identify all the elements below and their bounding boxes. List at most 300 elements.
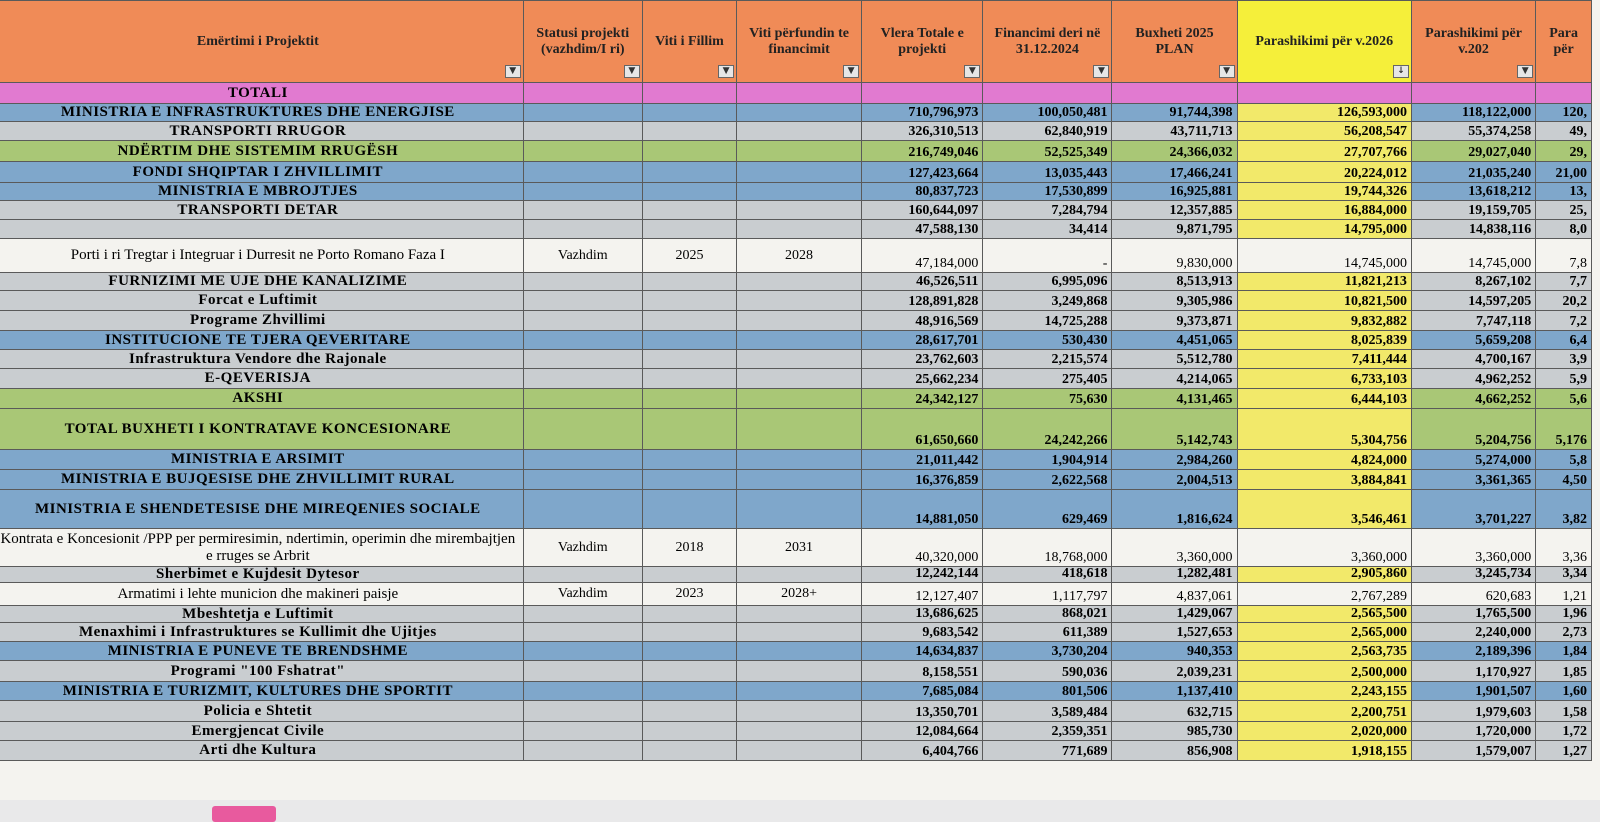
- cell-end[interactable]: [737, 141, 862, 162]
- cell-end[interactable]: [737, 661, 862, 682]
- cell-start[interactable]: [642, 83, 736, 104]
- cell-p27[interactable]: 1,720,000: [1411, 722, 1535, 741]
- cell-end[interactable]: [737, 409, 862, 450]
- cell-total[interactable]: 12,242,144: [862, 567, 983, 583]
- cell-end[interactable]: [737, 470, 862, 490]
- cell-end[interactable]: [737, 273, 862, 291]
- cell-p28[interactable]: 1,85: [1536, 661, 1592, 682]
- cell-name[interactable]: Kontrata e Koncesionit /PPP per permiresimin, ndertimin, operimin dhe mirembajtjen e rruges se Arbrit: [0, 529, 523, 567]
- cell-b25[interactable]: 2,039,231: [1112, 661, 1237, 682]
- cell-status[interactable]: [523, 141, 642, 162]
- cell-name[interactable]: MINISTRIA E BUJQESISE DHE ZHVILLIMIT RURAL: [0, 470, 523, 490]
- cell-p27[interactable]: 14,745,000: [1411, 239, 1535, 273]
- cell-b25[interactable]: 9,830,000: [1112, 239, 1237, 273]
- cell-total[interactable]: 128,891,828: [862, 291, 983, 311]
- cell-start[interactable]: [642, 661, 736, 682]
- cell-total[interactable]: 7,685,084: [862, 682, 983, 701]
- filter-dropdown-icon[interactable]: ▼: [1517, 65, 1533, 78]
- cell-status[interactable]: [523, 104, 642, 122]
- cell-fin[interactable]: 7,284,794: [983, 201, 1112, 220]
- cell-b25[interactable]: 24,366,032: [1112, 141, 1237, 162]
- cell-b25[interactable]: 17,466,241: [1112, 162, 1237, 183]
- cell-p27[interactable]: 4,962,252: [1411, 369, 1535, 389]
- cell-status[interactable]: [523, 273, 642, 291]
- cell-p27[interactable]: 2,240,000: [1411, 623, 1535, 642]
- cell-end[interactable]: [737, 741, 862, 761]
- cell-name[interactable]: FONDI SHQIPTAR I ZHVILLIMIT: [0, 162, 523, 183]
- cell-fin[interactable]: 18,768,000: [983, 529, 1112, 567]
- cell-start[interactable]: [642, 623, 736, 642]
- cell-status[interactable]: Vazhdim: [523, 583, 642, 606]
- cell-p28[interactable]: 7,7: [1536, 273, 1592, 291]
- cell-name[interactable]: Policia e Shtetit: [0, 701, 523, 722]
- cell-end[interactable]: [737, 104, 862, 122]
- cell-b25[interactable]: 9,871,795: [1112, 220, 1237, 239]
- cell-p26[interactable]: 11,821,213: [1237, 273, 1411, 291]
- cell-start[interactable]: [642, 162, 736, 183]
- cell-status[interactable]: [523, 220, 642, 239]
- cell-name[interactable]: Emergjencat Civile: [0, 722, 523, 741]
- filter-dropdown-icon[interactable]: ▼: [843, 65, 859, 78]
- cell-p28[interactable]: 5,9: [1536, 369, 1592, 389]
- cell-start[interactable]: [642, 409, 736, 450]
- filter-dropdown-icon[interactable]: ▼: [964, 65, 980, 78]
- cell-p27[interactable]: 5,659,208: [1411, 331, 1535, 350]
- cell-p28[interactable]: 25,: [1536, 201, 1592, 220]
- cell-p26[interactable]: 2,563,735: [1237, 642, 1411, 661]
- cell-total[interactable]: 127,423,664: [862, 162, 983, 183]
- cell-p26[interactable]: 2,020,000: [1237, 722, 1411, 741]
- cell-start[interactable]: [642, 141, 736, 162]
- cell-start[interactable]: 2023: [642, 583, 736, 606]
- cell-total[interactable]: 6,404,766: [862, 741, 983, 761]
- cell-name[interactable]: Programe Zhvillimi: [0, 311, 523, 331]
- cell-status[interactable]: [523, 490, 642, 529]
- cell-p26[interactable]: 14,745,000: [1237, 239, 1411, 273]
- cell-start[interactable]: [642, 183, 736, 201]
- cell-start[interactable]: [642, 273, 736, 291]
- cell-p27[interactable]: 19,159,705: [1411, 201, 1535, 220]
- cell-fin[interactable]: 771,689: [983, 741, 1112, 761]
- cell-total[interactable]: 25,662,234: [862, 369, 983, 389]
- cell-name[interactable]: Programi "100 Fshatrat": [0, 661, 523, 682]
- cell-b25[interactable]: 9,373,871: [1112, 311, 1237, 331]
- cell-p26[interactable]: 2,905,860: [1237, 567, 1411, 583]
- cell-p27[interactable]: 13,618,212: [1411, 183, 1535, 201]
- cell-p28[interactable]: 13,: [1536, 183, 1592, 201]
- cell-status[interactable]: [523, 83, 642, 104]
- cell-p28[interactable]: 5,8: [1536, 450, 1592, 470]
- cell-name[interactable]: MINISTRIA E PUNEVE TE BRENDSHME: [0, 642, 523, 661]
- cell-p28[interactable]: 29,: [1536, 141, 1592, 162]
- cell-p27[interactable]: 1,579,007: [1411, 741, 1535, 761]
- cell-fin[interactable]: 2,622,568: [983, 470, 1112, 490]
- cell-b25[interactable]: 856,908: [1112, 741, 1237, 761]
- cell-end[interactable]: [737, 490, 862, 529]
- cell-end[interactable]: [737, 311, 862, 331]
- cell-p28[interactable]: 49,: [1536, 122, 1592, 141]
- cell-p26[interactable]: 126,593,000: [1237, 104, 1411, 122]
- cell-p27[interactable]: 1,170,927: [1411, 661, 1535, 682]
- cell-start[interactable]: 2018: [642, 529, 736, 567]
- cell-fin[interactable]: 62,840,919: [983, 122, 1112, 141]
- cell-name[interactable]: MINISTRIA E TURIZMIT, KULTURES DHE SPORTIT: [0, 682, 523, 701]
- cell-end[interactable]: [737, 183, 862, 201]
- cell-name[interactable]: MINISTRIA E SHENDETESISE DHE MIREQENIES SOCIALE: [0, 490, 523, 529]
- cell-fin[interactable]: 3,730,204: [983, 642, 1112, 661]
- cell-status[interactable]: [523, 311, 642, 331]
- cell-fin[interactable]: 530,430: [983, 331, 1112, 350]
- cell-b25[interactable]: 12,357,885: [1112, 201, 1237, 220]
- cell-p28[interactable]: 2,73: [1536, 623, 1592, 642]
- cell-p28[interactable]: 3,34: [1536, 567, 1592, 583]
- cell-status[interactable]: [523, 682, 642, 701]
- cell-end[interactable]: [737, 606, 862, 623]
- cell-p28[interactable]: 1,72: [1536, 722, 1592, 741]
- cell-end[interactable]: [737, 162, 862, 183]
- cell-total[interactable]: 47,588,130: [862, 220, 983, 239]
- cell-fin[interactable]: 275,405: [983, 369, 1112, 389]
- cell-p26[interactable]: 6,733,103: [1237, 369, 1411, 389]
- cell-p26[interactable]: 2,200,751: [1237, 701, 1411, 722]
- cell-p26[interactable]: 14,795,000: [1237, 220, 1411, 239]
- cell-start[interactable]: [642, 201, 736, 220]
- cell-p27[interactable]: 4,662,252: [1411, 389, 1535, 409]
- cell-p26[interactable]: 10,821,500: [1237, 291, 1411, 311]
- cell-fin[interactable]: 801,506: [983, 682, 1112, 701]
- cell-p27[interactable]: 3,361,365: [1411, 470, 1535, 490]
- cell-total[interactable]: 21,011,442: [862, 450, 983, 470]
- cell-b25[interactable]: 940,353: [1112, 642, 1237, 661]
- cell-p27[interactable]: 5,204,756: [1411, 409, 1535, 450]
- cell-total[interactable]: 40,320,000: [862, 529, 983, 567]
- cell-total[interactable]: [862, 83, 983, 104]
- cell-p28[interactable]: 1,58: [1536, 701, 1592, 722]
- cell-total[interactable]: 47,184,000: [862, 239, 983, 273]
- cell-name[interactable]: Infrastruktura Vendore dhe Rajonale: [0, 350, 523, 369]
- cell-name[interactable]: E-QEVERISJA: [0, 369, 523, 389]
- cell-name[interactable]: Porti i ri Tregtar i Integruar i Durresit ne Porto Romano Faza I: [0, 239, 523, 273]
- cell-b25[interactable]: [1112, 83, 1237, 104]
- cell-p26[interactable]: 27,707,766: [1237, 141, 1411, 162]
- cell-end[interactable]: [737, 122, 862, 141]
- cell-p26[interactable]: 1,918,155: [1237, 741, 1411, 761]
- cell-fin[interactable]: 75,630: [983, 389, 1112, 409]
- cell-p28[interactable]: 1,96: [1536, 606, 1592, 623]
- cell-fin[interactable]: 6,995,096: [983, 273, 1112, 291]
- cell-name[interactable]: FURNIZIMI ME UJE DHE KANALIZIME: [0, 273, 523, 291]
- cell-p27[interactable]: 1,765,500: [1411, 606, 1535, 623]
- cell-b25[interactable]: 4,837,061: [1112, 583, 1237, 606]
- cell-b25[interactable]: 2,984,260: [1112, 450, 1237, 470]
- cell-total[interactable]: 710,796,973: [862, 104, 983, 122]
- cell-p26[interactable]: 7,411,444: [1237, 350, 1411, 369]
- cell-p28[interactable]: 5,6: [1536, 389, 1592, 409]
- cell-end[interactable]: [737, 623, 862, 642]
- cell-b25[interactable]: 91,744,398: [1112, 104, 1237, 122]
- cell-b25[interactable]: 985,730: [1112, 722, 1237, 741]
- cell-end[interactable]: [737, 682, 862, 701]
- cell-start[interactable]: [642, 682, 736, 701]
- cell-name[interactable]: TRANSPORTI DETAR: [0, 201, 523, 220]
- cell-name[interactable]: Armatimi i lehte municion dhe makineri paisje: [0, 583, 523, 606]
- cell-p27[interactable]: 118,122,000: [1411, 104, 1535, 122]
- cell-p28[interactable]: 3,82: [1536, 490, 1592, 529]
- cell-status[interactable]: [523, 722, 642, 741]
- cell-name[interactable]: Forcat e Luftimit: [0, 291, 523, 311]
- cell-p26[interactable]: 20,224,012: [1237, 162, 1411, 183]
- cell-name[interactable]: NDËRTIM DHE SISTEMIM RRUGËSH: [0, 141, 523, 162]
- cell-status[interactable]: [523, 567, 642, 583]
- cell-p28[interactable]: 1,27: [1536, 741, 1592, 761]
- cell-name[interactable]: TOTAL BUXHETI I KONTRATAVE KONCESIONARE: [0, 409, 523, 450]
- cell-fin[interactable]: 1,117,797: [983, 583, 1112, 606]
- cell-fin[interactable]: 13,035,443: [983, 162, 1112, 183]
- cell-start[interactable]: [642, 291, 736, 311]
- cell-p27[interactable]: 1,901,507: [1411, 682, 1535, 701]
- cell-total[interactable]: 46,526,511: [862, 273, 983, 291]
- cell-p28[interactable]: 1,84: [1536, 642, 1592, 661]
- cell-status[interactable]: [523, 350, 642, 369]
- cell-total[interactable]: 326,310,513: [862, 122, 983, 141]
- cell-status[interactable]: [523, 623, 642, 642]
- cell-p27[interactable]: 4,700,167: [1411, 350, 1535, 369]
- cell-p28[interactable]: 120,: [1536, 104, 1592, 122]
- cell-name[interactable]: TOTALI: [0, 83, 523, 104]
- cell-fin[interactable]: 3,249,868: [983, 291, 1112, 311]
- cell-b25[interactable]: 4,214,065: [1112, 369, 1237, 389]
- cell-p27[interactable]: 14,838,116: [1411, 220, 1535, 239]
- cell-status[interactable]: Vazhdim: [523, 529, 642, 567]
- cell-status[interactable]: [523, 291, 642, 311]
- cell-total[interactable]: 12,084,664: [862, 722, 983, 741]
- cell-start[interactable]: [642, 122, 736, 141]
- cell-p28[interactable]: 7,2: [1536, 311, 1592, 331]
- cell-total[interactable]: 24,342,127: [862, 389, 983, 409]
- cell-b25[interactable]: 1,816,624: [1112, 490, 1237, 529]
- cell-p26[interactable]: 2,500,000: [1237, 661, 1411, 682]
- cell-fin[interactable]: 14,725,288: [983, 311, 1112, 331]
- cell-p28[interactable]: 3,36: [1536, 529, 1592, 567]
- cell-name[interactable]: [0, 220, 523, 239]
- cell-total[interactable]: 28,617,701: [862, 331, 983, 350]
- cell-p27[interactable]: 2,189,396: [1411, 642, 1535, 661]
- cell-b25[interactable]: 1,137,410: [1112, 682, 1237, 701]
- filter-dropdown-icon[interactable]: ▼: [718, 65, 734, 78]
- cell-b25[interactable]: 43,711,713: [1112, 122, 1237, 141]
- cell-status[interactable]: [523, 183, 642, 201]
- cell-start[interactable]: [642, 722, 736, 741]
- cell-end[interactable]: [737, 83, 862, 104]
- cell-b25[interactable]: 4,451,065: [1112, 331, 1237, 350]
- cell-p26[interactable]: 3,884,841: [1237, 470, 1411, 490]
- cell-total[interactable]: 13,350,701: [862, 701, 983, 722]
- cell-p26[interactable]: 2,767,289: [1237, 583, 1411, 606]
- cell-p26[interactable]: 56,208,547: [1237, 122, 1411, 141]
- cell-status[interactable]: [523, 701, 642, 722]
- cell-start[interactable]: [642, 470, 736, 490]
- cell-status[interactable]: [523, 642, 642, 661]
- cell-status[interactable]: [523, 331, 642, 350]
- cell-p27[interactable]: 14,597,205: [1411, 291, 1535, 311]
- cell-name[interactable]: Mbeshtetja e Luftimit: [0, 606, 523, 623]
- cell-p27[interactable]: 21,035,240: [1411, 162, 1535, 183]
- cell-name[interactable]: AKSHI: [0, 389, 523, 409]
- cell-p28[interactable]: 1,60: [1536, 682, 1592, 701]
- cell-p28[interactable]: 4,50: [1536, 470, 1592, 490]
- cell-fin[interactable]: 3,589,484: [983, 701, 1112, 722]
- cell-status[interactable]: [523, 470, 642, 490]
- cell-p26[interactable]: 2,243,155: [1237, 682, 1411, 701]
- cell-total[interactable]: 14,881,050: [862, 490, 983, 529]
- cell-p28[interactable]: 5,176: [1536, 409, 1592, 450]
- cell-b25[interactable]: 3,360,000: [1112, 529, 1237, 567]
- cell-end[interactable]: [737, 389, 862, 409]
- cell-fin[interactable]: 2,215,574: [983, 350, 1112, 369]
- cell-p27[interactable]: 620,683: [1411, 583, 1535, 606]
- cell-fin[interactable]: 418,618: [983, 567, 1112, 583]
- cell-total[interactable]: 8,158,551: [862, 661, 983, 682]
- cell-total[interactable]: 160,644,097: [862, 201, 983, 220]
- cell-start[interactable]: [642, 450, 736, 470]
- cell-fin[interactable]: 34,414: [983, 220, 1112, 239]
- cell-start[interactable]: [642, 220, 736, 239]
- cell-fin[interactable]: 2,359,351: [983, 722, 1112, 741]
- cell-fin[interactable]: 611,389: [983, 623, 1112, 642]
- cell-end[interactable]: 2031: [737, 529, 862, 567]
- cell-p26[interactable]: 6,444,103: [1237, 389, 1411, 409]
- cell-name[interactable]: TRANSPORTI RRUGOR: [0, 122, 523, 141]
- cell-start[interactable]: [642, 490, 736, 529]
- cell-total[interactable]: 23,762,603: [862, 350, 983, 369]
- cell-p27[interactable]: [1411, 83, 1535, 104]
- cell-name[interactable]: Arti dhe Kultura: [0, 741, 523, 761]
- cell-start[interactable]: [642, 606, 736, 623]
- cell-end[interactable]: [737, 642, 862, 661]
- cell-p26[interactable]: 5,304,756: [1237, 409, 1411, 450]
- filter-dropdown-icon[interactable]: ▼: [1093, 65, 1109, 78]
- cell-start[interactable]: [642, 104, 736, 122]
- cell-total[interactable]: 216,749,046: [862, 141, 983, 162]
- cell-total[interactable]: 14,634,837: [862, 642, 983, 661]
- cell-name[interactable]: Menaxhimi i Infrastruktures se Kullimit dhe Ujitjes: [0, 623, 523, 642]
- cell-b25[interactable]: 1,429,067: [1112, 606, 1237, 623]
- cell-p27[interactable]: 55,374,258: [1411, 122, 1535, 141]
- cell-p28[interactable]: 1,21: [1536, 583, 1592, 606]
- cell-fin[interactable]: [983, 83, 1112, 104]
- cell-end[interactable]: [737, 450, 862, 470]
- cell-b25[interactable]: 16,925,881: [1112, 183, 1237, 201]
- cell-status[interactable]: [523, 450, 642, 470]
- cell-total[interactable]: 9,683,542: [862, 623, 983, 642]
- cell-fin[interactable]: -: [983, 239, 1112, 273]
- cell-b25[interactable]: 4,131,465: [1112, 389, 1237, 409]
- cell-start[interactable]: [642, 389, 736, 409]
- cell-b25[interactable]: 8,513,913: [1112, 273, 1237, 291]
- cell-status[interactable]: [523, 409, 642, 450]
- cell-end[interactable]: [737, 350, 862, 369]
- filter-dropdown-icon[interactable]: ▼: [505, 65, 521, 78]
- cell-end[interactable]: [737, 701, 862, 722]
- cell-b25[interactable]: 632,715: [1112, 701, 1237, 722]
- cell-start[interactable]: 2025: [642, 239, 736, 273]
- cell-start[interactable]: [642, 311, 736, 331]
- cell-status[interactable]: [523, 741, 642, 761]
- cell-p26[interactable]: 3,546,461: [1237, 490, 1411, 529]
- cell-p26[interactable]: 3,360,000: [1237, 529, 1411, 567]
- cell-end[interactable]: 2028: [737, 239, 862, 273]
- cell-end[interactable]: [737, 369, 862, 389]
- cell-p26[interactable]: 8,025,839: [1237, 331, 1411, 350]
- cell-fin[interactable]: 17,530,899: [983, 183, 1112, 201]
- cell-fin[interactable]: 868,021: [983, 606, 1112, 623]
- cell-p26[interactable]: 16,884,000: [1237, 201, 1411, 220]
- cell-b25[interactable]: 2,004,513: [1112, 470, 1237, 490]
- cell-status[interactable]: [523, 162, 642, 183]
- cell-total[interactable]: 16,376,859: [862, 470, 983, 490]
- cell-p28[interactable]: 6,4: [1536, 331, 1592, 350]
- cell-end[interactable]: [737, 291, 862, 311]
- cell-b25[interactable]: 1,282,481: [1112, 567, 1237, 583]
- cell-fin[interactable]: 24,242,266: [983, 409, 1112, 450]
- cell-p27[interactable]: 1,979,603: [1411, 701, 1535, 722]
- cell-p27[interactable]: 3,360,000: [1411, 529, 1535, 567]
- cell-p27[interactable]: 29,027,040: [1411, 141, 1535, 162]
- cell-status[interactable]: [523, 122, 642, 141]
- cell-end[interactable]: 2028+: [737, 583, 862, 606]
- cell-end[interactable]: [737, 201, 862, 220]
- cell-p26[interactable]: 4,824,000: [1237, 450, 1411, 470]
- cell-end[interactable]: [737, 722, 862, 741]
- filter-dropdown-icon[interactable]: ▼: [624, 65, 640, 78]
- cell-p28[interactable]: 21,00: [1536, 162, 1592, 183]
- cell-status[interactable]: Vazhdim: [523, 239, 642, 273]
- cell-p26[interactable]: [1237, 83, 1411, 104]
- cell-fin[interactable]: 52,525,349: [983, 141, 1112, 162]
- cell-fin[interactable]: 629,469: [983, 490, 1112, 529]
- cell-p28[interactable]: 3,9: [1536, 350, 1592, 369]
- cell-start[interactable]: [642, 350, 736, 369]
- cell-status[interactable]: [523, 389, 642, 409]
- cell-end[interactable]: [737, 220, 862, 239]
- cell-status[interactable]: [523, 201, 642, 220]
- cell-p28[interactable]: [1536, 83, 1592, 104]
- cell-p27[interactable]: 7,747,118: [1411, 311, 1535, 331]
- sort-filter-icon[interactable]: ↓: [1393, 65, 1409, 78]
- cell-status[interactable]: [523, 606, 642, 623]
- cell-start[interactable]: [642, 741, 736, 761]
- cell-name[interactable]: Sherbimet e Kujdesit Dytesor: [0, 567, 523, 583]
- cell-total[interactable]: 80,837,723: [862, 183, 983, 201]
- cell-p27[interactable]: 3,701,227: [1411, 490, 1535, 529]
- cell-p27[interactable]: 8,267,102: [1411, 273, 1535, 291]
- cell-end[interactable]: [737, 331, 862, 350]
- cell-total[interactable]: 13,686,625: [862, 606, 983, 623]
- cell-status[interactable]: [523, 661, 642, 682]
- cell-p28[interactable]: 7,8: [1536, 239, 1592, 273]
- cell-p28[interactable]: 8,0: [1536, 220, 1592, 239]
- sheet-tab[interactable]: [212, 806, 276, 822]
- cell-start[interactable]: [642, 567, 736, 583]
- cell-total[interactable]: 12,127,407: [862, 583, 983, 606]
- cell-b25[interactable]: 1,527,653: [1112, 623, 1237, 642]
- cell-name[interactable]: INSTITUCIONE TE TJERA QEVERITARE: [0, 331, 523, 350]
- cell-name[interactable]: MINISTRIA E INFRASTRUKTURES DHE ENERGJISE: [0, 104, 523, 122]
- cell-p26[interactable]: 9,832,882: [1237, 311, 1411, 331]
- cell-p27[interactable]: 3,245,734: [1411, 567, 1535, 583]
- cell-p28[interactable]: 20,2: [1536, 291, 1592, 311]
- cell-p26[interactable]: 2,565,000: [1237, 623, 1411, 642]
